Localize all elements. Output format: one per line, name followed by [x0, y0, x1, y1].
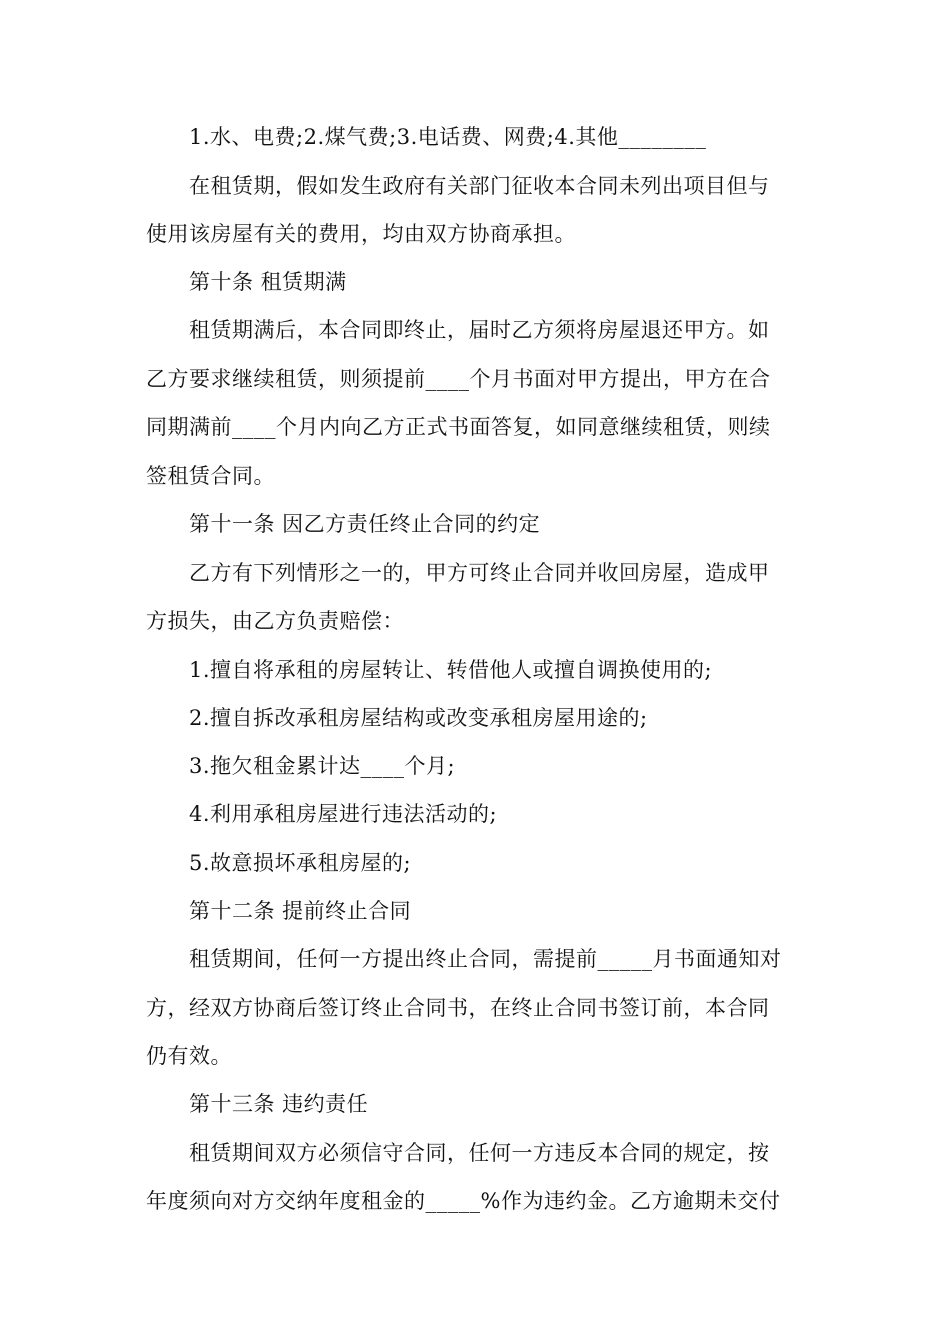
list-item: 2.擅自拆改承租房屋结构或改变承租房屋用途的;: [189, 706, 648, 730]
paragraph-line: 租赁期间，任何一方提出终止合同，需提前_____月书面通知对: [189, 947, 782, 971]
paragraph-line: 方损失，由乙方负责赔偿：: [146, 609, 404, 633]
section-heading: 第十条 租赁期满: [189, 270, 347, 294]
paragraph-line: 乙方要求继续租赁，则须提前____个月书面对甲方提出，甲方在合: [146, 367, 771, 391]
paragraph-line: 方，经双方协商后签订终止合同书，在终止合同书签订前，本合同: [146, 996, 770, 1020]
paragraph-line: 同期满前____个月内向乙方正式书面答复，如同意继续租赁，则续: [146, 415, 771, 439]
section-heading: 第十一条 因乙方责任终止合同的约定: [189, 512, 541, 536]
paragraph-line: 在租赁期，假如发生政府有关部门征收本合同未列出项目但与: [189, 174, 770, 198]
list-item: 3.拖欠租金累计达____个月;: [189, 754, 456, 778]
list-item: 1.擅自将承租的房屋转让、转借他人或擅自调换使用的;: [189, 658, 713, 682]
section-heading: 第十二条 提前终止合同: [189, 899, 412, 923]
paragraph-line: 签租赁合同。: [146, 464, 275, 488]
paragraph-line: 使用该房屋有关的费用，均由双方协商承担。: [146, 222, 576, 246]
section-heading: 第十三条 违约责任: [189, 1092, 369, 1116]
paragraph-line: 1.水、电费;2.煤气费;3.电话费、网费;4.其他________: [189, 125, 707, 149]
paragraph-line: 租赁期间双方必须信守合同，任何一方违反本合同的规定，按: [189, 1141, 770, 1165]
paragraph-line: 年度须向对方交纳年度租金的_____%作为违约金。乙方逾期未交付: [146, 1189, 781, 1213]
list-item: 5.故意损坏承租房屋的;: [189, 851, 412, 875]
paragraph-line: 乙方有下列情形之一的，甲方可终止合同并收回房屋，造成甲: [189, 561, 770, 585]
paragraph-line: 仍有效。: [146, 1044, 232, 1068]
paragraph-line: 租赁期满后，本合同即终止，届时乙方须将房屋退还甲方。如: [189, 318, 770, 342]
list-item: 4.利用承租房屋进行违法活动的;: [189, 802, 498, 826]
